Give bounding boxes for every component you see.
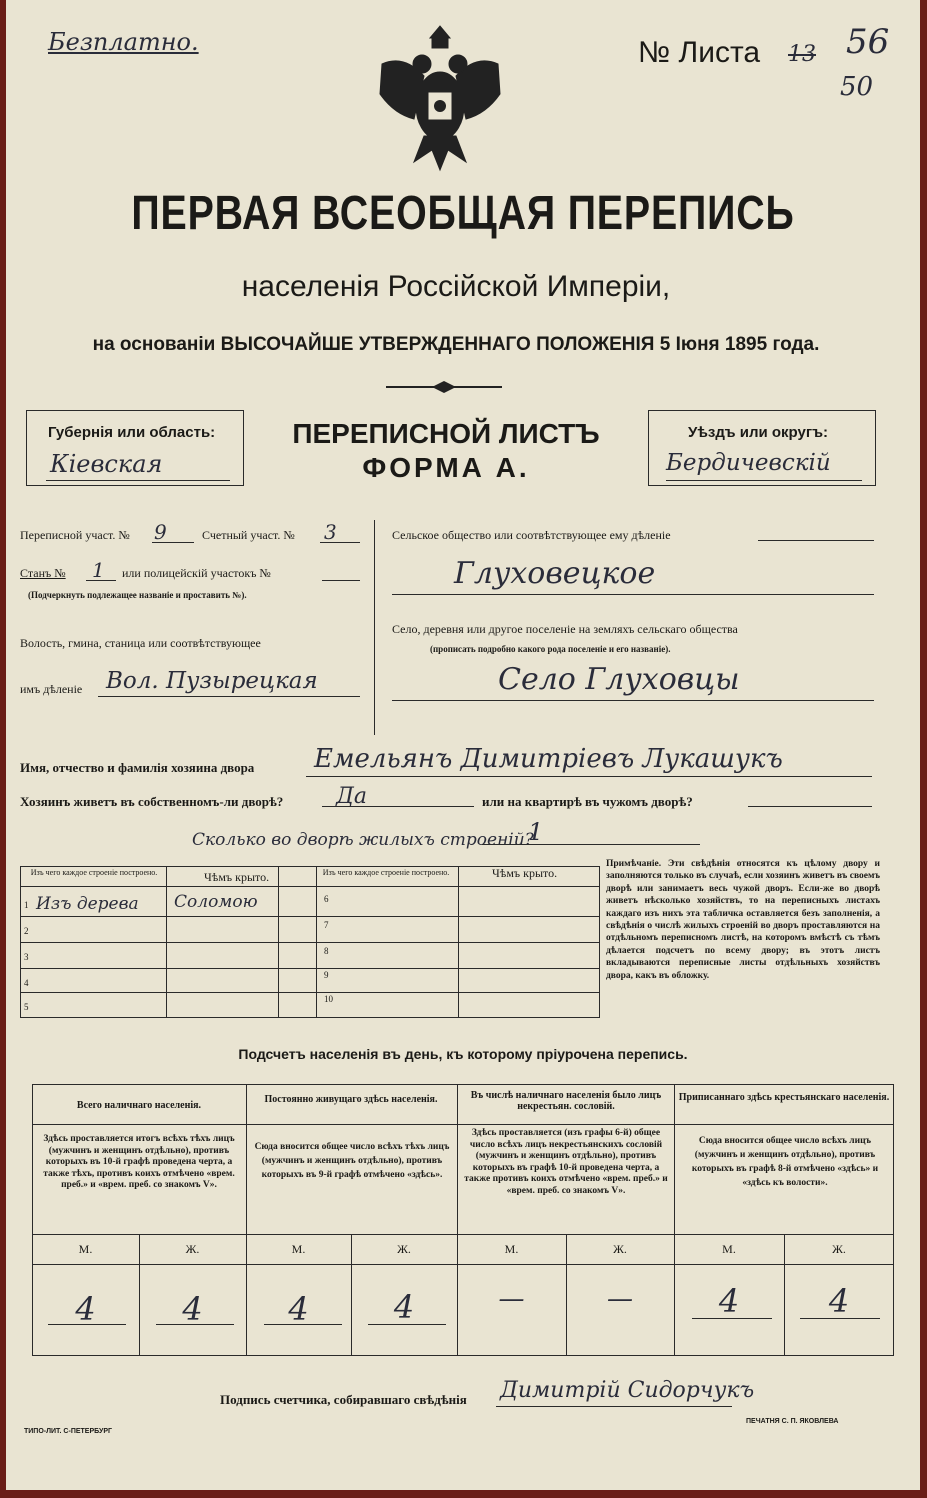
owner-name-value: Емельянъ Димитріевъ Лукашукъ: [314, 744, 783, 774]
buildings-label: Сколько во дворѣ жилыхъ строеній?: [192, 830, 534, 850]
row-6-right: 6: [324, 894, 329, 904]
group1-desc: Здѣсь проставляется итогъ всѣхъ тѣхъ лицъ (мужчинъ и женщинъ отдѣльно), противъ которыхъ въ 10-й графѣ проведена черта, а также тѣхъ, противъ коихъ отмѣчено «врем. преб.» и «врем. преб. со знакомъ V».: [43, 1134, 235, 1190]
col-material-left: Изъ чего каждое строеніе построено.: [30, 868, 158, 877]
uchastok-value: 9: [154, 520, 167, 544]
gubernia-value: Кіевская: [50, 450, 163, 478]
m-label-2: М.: [291, 1242, 306, 1256]
own-yard-label: Хозяинъ живетъ въ собственномъ-ли дворѣ?: [20, 794, 284, 809]
print-left: ТИПО-ЛИТ. С-ПЕТЕРБУРГ: [24, 1428, 112, 1435]
row-9-right: 9: [324, 970, 329, 980]
sheet-number-crossed: 13: [788, 42, 816, 67]
value-total-f: 4: [182, 1290, 203, 1328]
group1-head: Всего наличнаго населенія.: [76, 1100, 202, 1111]
row-1-left: 1: [24, 900, 29, 910]
m-label-1: М.: [78, 1242, 93, 1256]
village-note: (прописать подробно какого рода поселеніе и его названіе).: [430, 644, 671, 654]
stan-note: (Подчеркнуть подлежащее названіе и проставить №).: [28, 590, 247, 600]
stan-label: Станъ №: [20, 566, 66, 580]
group2-desc: Сюда вносится общее число всѣхъ тѣхъ лицъ (мужчинъ и женщинъ отдѣльно), противъ которыхъ въ 9-й графѣ отмѣчено «здѣсь».: [254, 1142, 450, 1180]
uezd-label: Уѣздъ или округъ:: [688, 424, 829, 441]
row-5-left: 5: [24, 1002, 29, 1012]
value-peasant-f: 4: [828, 1282, 850, 1320]
census-sheet: [6, 0, 920, 1490]
f-label-2: Ж.: [397, 1242, 411, 1256]
group2-head: Постоянно живущаго здѣсь населенія.: [264, 1094, 438, 1105]
society-value: Глуховецкое: [454, 556, 656, 591]
row-2-left: 2: [24, 926, 29, 936]
m-label-4: М.: [722, 1242, 736, 1256]
sheet-number-hand1: 56: [846, 22, 890, 62]
society-label: Сельское общество или соотвѣтствующее ему дѣленіе: [392, 528, 671, 542]
sheet-number-label: № Листа: [638, 36, 761, 69]
police-label: или полицейскій участокъ №: [122, 566, 271, 580]
basis-line: на основаніи ВЫСОЧАЙШЕ УТВЕРЖДЕННАГО ПОЛОЖЕНІЯ 5 Іюня 1895 года.: [92, 334, 820, 355]
f-label-3: Ж.: [613, 1242, 627, 1256]
gubernia-label: Губернія или область:: [48, 424, 216, 441]
row-3-left: 3: [24, 952, 29, 962]
village-label: Село, деревня или другое поселеніе на земляхъ сельскаго общества: [392, 622, 738, 636]
main-title: ПЕРВАЯ ВСЕОБЩАЯ ПЕРЕПИСЬ: [131, 187, 795, 240]
group3-desc: Здѣсь проставляется (изъ графы 6-й) общее число всѣхъ лицъ некрестьянскихъ сословій (мужчинъ и женщинъ отдѣльно), противъ которыхъ въ графѣ 10-й проведена черта, а также противъ коихъ отмѣчено «врем. преб.» и «врем. преб. со знакомъ V».: [464, 1128, 668, 1196]
group4-head: Приписаннаго здѣсь крестьянскаго населенія.: [678, 1092, 890, 1103]
count-title: Подсчетъ населенія въ день, къ которому пріурочена перепись.: [238, 1046, 688, 1062]
signature-value: Димитрій Сидорчукъ: [500, 1378, 755, 1403]
value-noble-f: —: [607, 1284, 633, 1314]
row-8-right: 8: [324, 946, 329, 956]
group3-head: Въ числѣ наличнаго населенія было лицъ некрестьян. сословій.: [470, 1090, 662, 1112]
village-value: Село Глуховцы: [498, 662, 740, 697]
f-label-4: Ж.: [832, 1242, 846, 1256]
eagle-emblem-icon: [374, 24, 506, 174]
row-7-right: 7: [324, 920, 329, 930]
form-title: ПЕРЕПИСНОЙ ЛИСТЪ: [292, 418, 600, 449]
stan-value: 1: [92, 558, 105, 582]
col-material-right: Изъ чего каждое строеніе построено.: [322, 868, 450, 877]
print-right: ПЕЧАТНЯ С. П. ЯКОВЛЕВА: [746, 1418, 839, 1425]
uezd-value: Бердичевскій: [666, 450, 831, 476]
col-roof-left: Чѣмъ крыто.: [204, 870, 270, 884]
owner-name-label: Имя, отчество и фамилія хозяина двора: [20, 760, 255, 775]
value-resident-m: 4: [288, 1290, 309, 1328]
value-peasant-m: 4: [718, 1282, 740, 1320]
m-label-3: М.: [504, 1242, 519, 1256]
f-label-1: Ж.: [185, 1242, 200, 1256]
uchastok-label: Переписной участ. №: [20, 528, 130, 542]
row1-material: Изъ дерева: [36, 894, 139, 914]
value-resident-f: 4: [393, 1288, 415, 1326]
own-yard-value: Да: [336, 784, 368, 809]
col-roof-right: Чѣмъ крыто.: [492, 866, 558, 880]
buildings-value: 1: [528, 818, 544, 846]
free-label: Безплатно.: [48, 28, 199, 56]
signature-label: Подпись счетчика, собиравшаго свѣдѣнія: [220, 1392, 467, 1407]
group4-desc: Сюда вносится общее число всѣхъ лицъ (мужчинъ и женщинъ отдѣльно), противъ которыхъ въ графѣ 8-й отмѣчено «здѣсь» и «здѣсь къ волости».: [691, 1136, 879, 1188]
form-subtitle: ФОРМА А.: [362, 452, 530, 483]
row-4-left: 4: [24, 978, 29, 988]
value-total-m: 4: [75, 1290, 96, 1328]
row1-roof: Соломою: [174, 892, 258, 912]
volost-label: Волость, гмина, станица или соотвѣтствующее: [20, 636, 261, 650]
ornament-divider-icon: [384, 380, 504, 394]
schet-value: 3: [324, 520, 337, 544]
row-10-right: 10: [324, 994, 333, 1004]
note-text: Примѣчаніе. Эти свѣдѣнія относятся къ цѣлому двору и заполняются только въ случаѣ, если хозяинъ живетъ въ своемъ дворѣ или занимаетъ весь чужой дворъ. Если-же во дворѣ живетъ нѣсколько хозяйствъ, то на переписныхъ листахъ каждаго изъ нихъ эта табличка оставляется безъ заполненія, а свѣдѣнія о числѣ жилыхъ строеній во дворъ проставляются на отдѣльномъ переписномъ листѣ, на которомъ вмѣстѣ съ тѣмъ дѣлается подсчетъ по всему двору; въ этотъ листъ вкладываются переписные листы отдѣльныхъ хозяйствъ двора, какъ въ обложку.: [606, 859, 880, 981]
value-noble-m: —: [498, 1284, 525, 1314]
rent-label: или на квартирѣ въ чужомъ дворѣ?: [482, 794, 693, 809]
sheet-number-hand2: 50: [840, 72, 874, 102]
volost-label-2: имъ дѣленіе: [20, 682, 83, 696]
subtitle: населенія Россійской Имперіи,: [241, 270, 671, 303]
schet-label: Счетный участ. №: [202, 528, 295, 542]
volost-value: Вол. Пузырецкая: [106, 668, 318, 694]
